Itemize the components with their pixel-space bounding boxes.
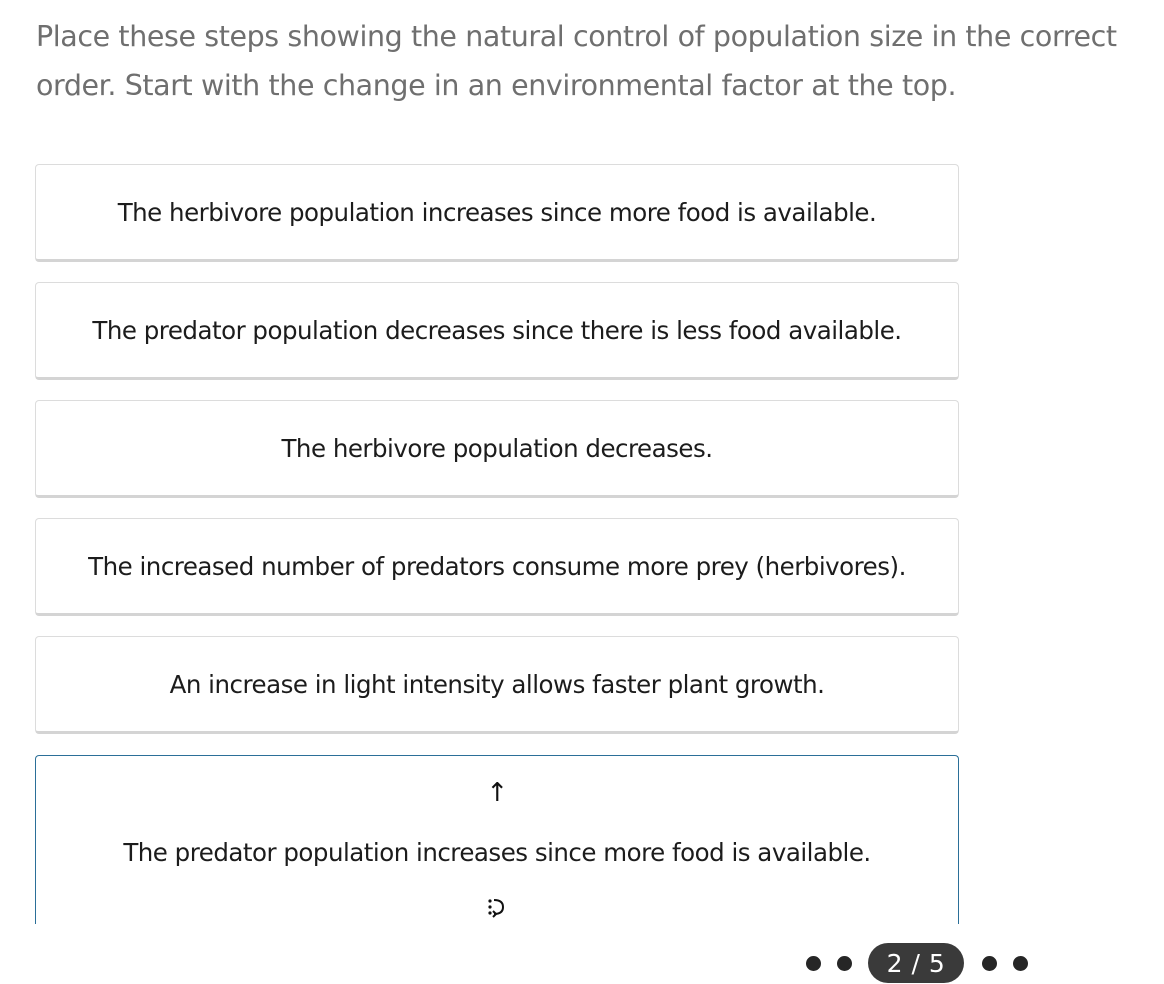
- order-item-label: An increase in light intensity allows faster plant growth.: [169, 669, 825, 699]
- order-item[interactable]: [35, 518, 959, 616]
- up-arrow-icon[interactable]: ↑: [486, 778, 508, 808]
- page-dot[interactable]: [1013, 956, 1028, 971]
- ordering-list[interactable]: [30, 158, 970, 924]
- order-item-label: The herbivore population decreases.: [281, 433, 713, 463]
- order-item-label: The predator population increases since more food is available.: [123, 838, 871, 867]
- order-item-label: The predator population decreases since there is less food available.: [92, 315, 902, 345]
- order-item-selected[interactable]: [35, 755, 959, 924]
- question-prompt: [36, 12, 1161, 110]
- order-item[interactable]: [35, 636, 959, 734]
- drag-handle-icon[interactable]: [36, 896, 958, 918]
- question-line-1: Place these steps showing the natural control of population size in the correct: [36, 20, 1117, 53]
- page-dot[interactable]: [982, 956, 997, 971]
- order-item-label: The increased number of predators consume more prey (herbivores).: [88, 551, 906, 581]
- order-item[interactable]: [35, 400, 959, 498]
- order-item[interactable]: [35, 164, 959, 262]
- order-item-label: The herbivore population increases since more food is available.: [117, 197, 877, 227]
- page-indicator: 2 / 5: [868, 943, 964, 983]
- page-dot[interactable]: [806, 956, 821, 971]
- order-item[interactable]: [35, 282, 959, 380]
- pagination: [806, 943, 1044, 983]
- page-dot[interactable]: [837, 956, 852, 971]
- question-line-2: order. Start with the change in an environmental factor at the top.: [36, 69, 957, 102]
